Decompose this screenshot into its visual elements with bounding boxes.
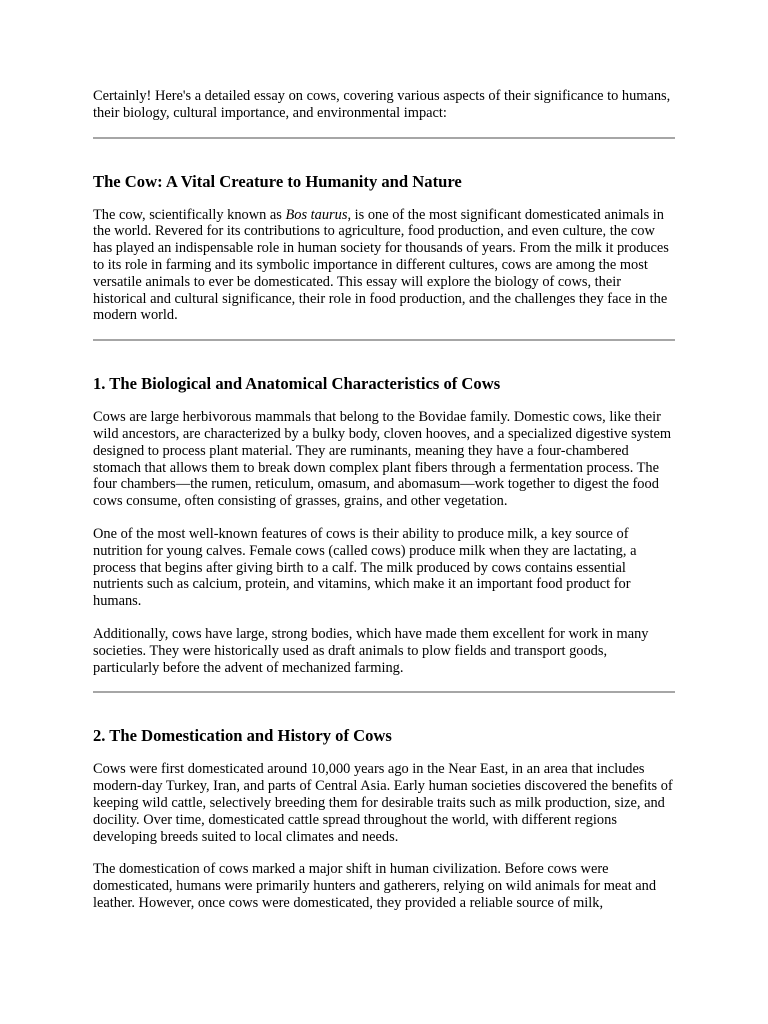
section-paragraph: One of the most well-known features of cows is their ability to produce milk, a key source of nutrition for young calves. Female cows (called cows) produce milk when they are lactating, a process that begins after giving birth to a calf. The milk produced by cows contains essential nutrients such as calcium, protein, and vitamins, which make it an important food product for humans.	[93, 525, 637, 610]
scientific-name: Bos taurus	[285, 206, 348, 223]
intro-paragraph: Certainly! Here's a detailed essay on cows, covering various aspects of their significance to humans, their biology, cultural importance, and environmental impact:	[93, 88, 671, 121]
essay-intro-paragraph	[93, 207, 675, 325]
section-heading-biology: 1. The Biological and Anatomical Characteristics of Cows	[93, 374, 501, 394]
intro-text-after: , is one of the most significant domesticated animals in the world. Revered for its contributions to agriculture, food production, and even culture, the cow has played an indispensable role in human society for thousands of years. From the milk it produces to its role in farming and its symbolic importance in different cultures, cows are among the most versatile animals to ever be domesticated. This essay will explore the biology of cows, their historical and cultural significance, their role in food production, and the challenges they face in the modern world.	[93, 206, 669, 324]
section-paragraph: Cows were first domesticated around 10,000 years ago in the Near East, in an area that includes modern-day Turkey, Iran, and parts of Central Asia. Early human societies discovered the benefits of keeping wild cattle, selectively breeding them for desirable traits such as milk production, size, and docility. Over time, domesticated cattle spread throughout the world, with different regions developing breeds suited to local climates and needs.	[93, 761, 673, 845]
section-paragraph: Cows are large herbivorous mammals that belong to the Bovidae family. Domestic cows, like their wild ancestors, are characterized by a bulky body, cloven hooves, and a specialized digestive system designed to process plant material. They are ruminants, meaning they have a four-chambered stomach that allows them to break down complex plant fibers through a fermentation process. The four chambers—the rumen, reticulum, omasum, and abomasum—work together to digest the food cows consume, often consisting of grasses, grains, and other vegetation.	[93, 409, 672, 510]
intro-text-before: The cow, scientifically known as	[93, 206, 286, 223]
document-page	[93, 88, 675, 912]
section-heading-domestication: 2. The Domestication and History of Cows	[93, 726, 392, 746]
section-paragraph: The domestication of cows marked a major shift in human civilization. Before cows were domesticated, humans were primarily hunters and gatherers, relying on wild animals for meat and leather. However, once cows were domesticated, they provided a reliable source of milk,	[93, 861, 657, 911]
essay-title: The Cow: A Vital Creature to Humanity and Nature	[93, 171, 462, 191]
section-paragraph: Additionally, cows have large, strong bodies, which have made them excellent for work in many societies. They were historically used as draft animals to plow fields and transport goods, particularly before the advent of mechanized farming.	[93, 625, 649, 676]
